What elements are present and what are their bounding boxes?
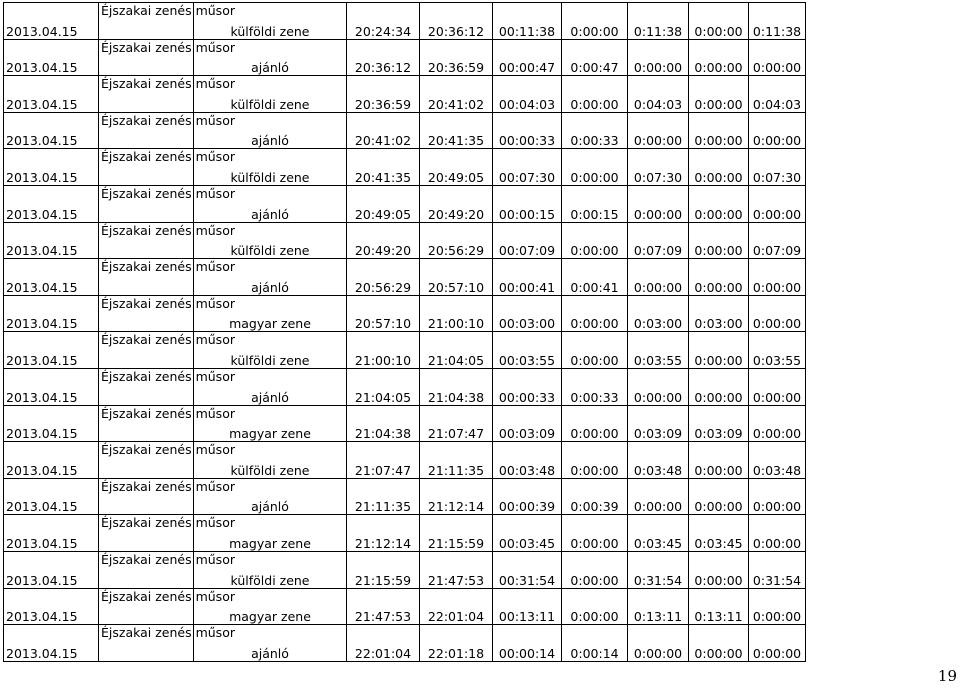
time-col2-cell: 0:03:48	[628, 442, 689, 479]
program-cell: Éjszakai zenés műsor	[99, 3, 194, 40]
program-cell: Éjszakai zenés műsor	[99, 625, 194, 662]
date-cell: 2013.04.15	[4, 625, 99, 662]
end-time-cell: 22:01:04	[420, 588, 493, 625]
program-cell: Éjszakai zenés műsor	[99, 442, 194, 479]
start-time-cell: 20:36:12	[347, 39, 420, 76]
category-cell: ajánló	[194, 625, 347, 662]
date-cell: 2013.04.15	[4, 185, 99, 222]
duration-cell: 00:11:38	[493, 3, 562, 40]
category-cell: ajánló	[194, 259, 347, 296]
table-row	[4, 442, 806, 479]
time-col4-cell: 0:00:00	[749, 515, 806, 552]
time-col4-cell: 0:11:38	[749, 3, 806, 40]
time-col1-cell: 0:00:39	[562, 478, 628, 515]
start-time-cell: 20:36:59	[347, 76, 420, 113]
duration-cell: 00:03:09	[493, 405, 562, 442]
time-col2-cell: 0:00:00	[628, 112, 689, 149]
broadcast-log-table	[3, 2, 806, 662]
start-time-cell: 21:15:59	[347, 551, 420, 588]
end-time-cell: 21:00:10	[420, 295, 493, 332]
date-cell: 2013.04.15	[4, 405, 99, 442]
program-cell: Éjszakai zenés műsor	[99, 405, 194, 442]
program-cell: Éjszakai zenés műsor	[99, 76, 194, 113]
start-time-cell: 22:01:04	[347, 625, 420, 662]
end-time-cell: 21:12:14	[420, 478, 493, 515]
duration-cell: 00:04:03	[493, 76, 562, 113]
end-time-cell: 21:07:47	[420, 405, 493, 442]
time-col1-cell: 0:00:14	[562, 625, 628, 662]
table-row	[4, 405, 806, 442]
program-cell: Éjszakai zenés műsor	[99, 515, 194, 552]
time-col3-cell: 0:00:00	[689, 222, 749, 259]
time-col1-cell: 0:00:00	[562, 405, 628, 442]
time-col2-cell: 0:04:03	[628, 76, 689, 113]
date-cell: 2013.04.15	[4, 76, 99, 113]
start-time-cell: 21:04:38	[347, 405, 420, 442]
duration-cell: 00:31:54	[493, 551, 562, 588]
time-col4-cell: 0:00:00	[749, 259, 806, 296]
table-row	[4, 625, 806, 662]
date-cell: 2013.04.15	[4, 3, 99, 40]
time-col4-cell: 0:03:48	[749, 442, 806, 479]
start-time-cell: 20:57:10	[347, 295, 420, 332]
time-col4-cell: 0:07:09	[749, 222, 806, 259]
time-col1-cell: 0:00:00	[562, 295, 628, 332]
time-col4-cell: 0:00:00	[749, 625, 806, 662]
duration-cell: 00:03:55	[493, 332, 562, 369]
program-cell: Éjszakai zenés műsor	[99, 259, 194, 296]
time-col2-cell: 0:00:00	[628, 259, 689, 296]
date-cell: 2013.04.15	[4, 332, 99, 369]
start-time-cell: 21:47:53	[347, 588, 420, 625]
end-time-cell: 20:36:12	[420, 3, 493, 40]
time-col2-cell: 0:00:00	[628, 185, 689, 222]
date-cell: 2013.04.15	[4, 515, 99, 552]
table-row	[4, 295, 806, 332]
category-cell: ajánló	[194, 39, 347, 76]
time-col1-cell: 0:00:33	[562, 112, 628, 149]
time-col3-cell: 0:00:00	[689, 368, 749, 405]
program-cell: Éjszakai zenés műsor	[99, 185, 194, 222]
time-col1-cell: 0:00:41	[562, 259, 628, 296]
start-time-cell: 20:56:29	[347, 259, 420, 296]
time-col3-cell: 0:00:00	[689, 185, 749, 222]
table-row	[4, 332, 806, 369]
time-col4-cell: 0:04:03	[749, 76, 806, 113]
time-col1-cell: 0:00:00	[562, 149, 628, 186]
date-cell: 2013.04.15	[4, 112, 99, 149]
end-time-cell: 20:41:02	[420, 76, 493, 113]
time-col4-cell: 0:00:00	[749, 39, 806, 76]
category-cell: ajánló	[194, 185, 347, 222]
time-col1-cell: 0:00:00	[562, 515, 628, 552]
time-col2-cell: 0:00:00	[628, 478, 689, 515]
date-cell: 2013.04.15	[4, 295, 99, 332]
table-row	[4, 112, 806, 149]
category-cell: külföldi zene	[194, 3, 347, 40]
end-time-cell: 20:49:05	[420, 149, 493, 186]
time-col4-cell: 0:00:00	[749, 588, 806, 625]
category-cell: ajánló	[194, 478, 347, 515]
program-cell: Éjszakai zenés műsor	[99, 332, 194, 369]
duration-cell: 00:03:00	[493, 295, 562, 332]
date-cell: 2013.04.15	[4, 551, 99, 588]
time-col1-cell: 0:00:00	[562, 222, 628, 259]
time-col3-cell: 0:00:00	[689, 39, 749, 76]
table-row	[4, 76, 806, 113]
time-col4-cell: 0:00:00	[749, 405, 806, 442]
date-cell: 2013.04.15	[4, 588, 99, 625]
time-col1-cell: 0:00:00	[562, 442, 628, 479]
duration-cell: 00:00:14	[493, 625, 562, 662]
date-cell: 2013.04.15	[4, 442, 99, 479]
table-row	[4, 259, 806, 296]
end-time-cell: 21:11:35	[420, 442, 493, 479]
time-col1-cell: 0:00:00	[562, 76, 628, 113]
program-cell: Éjszakai zenés műsor	[99, 368, 194, 405]
date-cell: 2013.04.15	[4, 39, 99, 76]
category-cell: külföldi zene	[194, 149, 347, 186]
time-col1-cell: 0:00:00	[562, 332, 628, 369]
end-time-cell: 21:15:59	[420, 515, 493, 552]
duration-cell: 00:00:15	[493, 185, 562, 222]
time-col2-cell: 0:07:09	[628, 222, 689, 259]
time-col2-cell: 0:13:11	[628, 588, 689, 625]
table-row	[4, 222, 806, 259]
time-col2-cell: 0:03:45	[628, 515, 689, 552]
time-col1-cell: 0:00:33	[562, 368, 628, 405]
category-cell: ajánló	[194, 112, 347, 149]
category-cell: külföldi zene	[194, 442, 347, 479]
category-cell: külföldi zene	[194, 551, 347, 588]
program-cell: Éjszakai zenés műsor	[99, 588, 194, 625]
time-col1-cell: 0:00:00	[562, 551, 628, 588]
category-cell: magyar zene	[194, 588, 347, 625]
time-col3-cell: 0:00:00	[689, 3, 749, 40]
start-time-cell: 21:07:47	[347, 442, 420, 479]
time-col2-cell: 0:31:54	[628, 551, 689, 588]
time-col4-cell: 0:03:55	[749, 332, 806, 369]
time-col2-cell: 0:00:00	[628, 625, 689, 662]
time-col4-cell: 0:00:00	[749, 478, 806, 515]
table-row	[4, 588, 806, 625]
start-time-cell: 20:49:05	[347, 185, 420, 222]
table-row	[4, 39, 806, 76]
category-cell: magyar zene	[194, 515, 347, 552]
time-col2-cell: 0:00:00	[628, 39, 689, 76]
time-col2-cell: 0:03:55	[628, 332, 689, 369]
table-row	[4, 368, 806, 405]
program-cell: Éjszakai zenés műsor	[99, 551, 194, 588]
date-cell: 2013.04.15	[4, 478, 99, 515]
date-cell: 2013.04.15	[4, 368, 99, 405]
end-time-cell: 20:56:29	[420, 222, 493, 259]
time-col2-cell: 0:03:09	[628, 405, 689, 442]
end-time-cell: 20:36:59	[420, 39, 493, 76]
table-row	[4, 149, 806, 186]
table-row	[4, 185, 806, 222]
program-cell: Éjszakai zenés műsor	[99, 222, 194, 259]
category-cell: külföldi zene	[194, 222, 347, 259]
page-number: 19	[937, 667, 957, 685]
time-col3-cell: 0:00:00	[689, 551, 749, 588]
time-col1-cell: 0:00:00	[562, 588, 628, 625]
start-time-cell: 20:41:02	[347, 112, 420, 149]
time-col4-cell: 0:07:30	[749, 149, 806, 186]
end-time-cell: 21:04:38	[420, 368, 493, 405]
table-body	[4, 3, 806, 662]
time-col3-cell: 0:00:00	[689, 112, 749, 149]
start-time-cell: 21:11:35	[347, 478, 420, 515]
category-cell: ajánló	[194, 368, 347, 405]
date-cell: 2013.04.15	[4, 149, 99, 186]
time-col3-cell: 0:03:00	[689, 295, 749, 332]
time-col2-cell: 0:11:38	[628, 3, 689, 40]
category-cell: külföldi zene	[194, 332, 347, 369]
time-col4-cell: 0:00:00	[749, 368, 806, 405]
start-time-cell: 20:41:35	[347, 149, 420, 186]
duration-cell: 00:00:33	[493, 112, 562, 149]
start-time-cell: 20:49:20	[347, 222, 420, 259]
start-time-cell: 21:00:10	[347, 332, 420, 369]
duration-cell: 00:00:41	[493, 259, 562, 296]
time-col1-cell: 0:00:47	[562, 39, 628, 76]
table-row	[4, 478, 806, 515]
time-col4-cell: 0:00:00	[749, 295, 806, 332]
time-col2-cell: 0:00:00	[628, 368, 689, 405]
time-col3-cell: 0:03:45	[689, 515, 749, 552]
time-col3-cell: 0:00:00	[689, 625, 749, 662]
time-col2-cell: 0:03:00	[628, 295, 689, 332]
duration-cell: 00:00:47	[493, 39, 562, 76]
duration-cell: 00:03:48	[493, 442, 562, 479]
duration-cell: 00:07:09	[493, 222, 562, 259]
program-cell: Éjszakai zenés műsor	[99, 295, 194, 332]
time-col4-cell: 0:00:00	[749, 112, 806, 149]
start-time-cell: 21:04:05	[347, 368, 420, 405]
start-time-cell: 20:24:34	[347, 3, 420, 40]
date-cell: 2013.04.15	[4, 222, 99, 259]
duration-cell: 00:00:33	[493, 368, 562, 405]
end-time-cell: 20:57:10	[420, 259, 493, 296]
time-col2-cell: 0:07:30	[628, 149, 689, 186]
end-time-cell: 22:01:18	[420, 625, 493, 662]
duration-cell: 00:00:39	[493, 478, 562, 515]
category-cell: külföldi zene	[194, 76, 347, 113]
time-col3-cell: 0:13:11	[689, 588, 749, 625]
category-cell: magyar zene	[194, 405, 347, 442]
table-row	[4, 515, 806, 552]
duration-cell: 00:13:11	[493, 588, 562, 625]
time-col3-cell: 0:00:00	[689, 478, 749, 515]
program-cell: Éjszakai zenés műsor	[99, 149, 194, 186]
end-time-cell: 20:49:20	[420, 185, 493, 222]
program-cell: Éjszakai zenés műsor	[99, 112, 194, 149]
time-col3-cell: 0:00:00	[689, 259, 749, 296]
program-cell: Éjszakai zenés műsor	[99, 39, 194, 76]
duration-cell: 00:03:45	[493, 515, 562, 552]
date-cell: 2013.04.15	[4, 259, 99, 296]
time-col1-cell: 0:00:15	[562, 185, 628, 222]
program-cell: Éjszakai zenés műsor	[99, 478, 194, 515]
time-col3-cell: 0:00:00	[689, 442, 749, 479]
time-col4-cell: 0:31:54	[749, 551, 806, 588]
end-time-cell: 21:47:53	[420, 551, 493, 588]
start-time-cell: 21:12:14	[347, 515, 420, 552]
time-col3-cell: 0:00:00	[689, 332, 749, 369]
end-time-cell: 21:04:05	[420, 332, 493, 369]
category-cell: magyar zene	[194, 295, 347, 332]
table-row	[4, 551, 806, 588]
time-col3-cell: 0:00:00	[689, 76, 749, 113]
end-time-cell: 20:41:35	[420, 112, 493, 149]
time-col1-cell: 0:00:00	[562, 3, 628, 40]
time-col4-cell: 0:00:00	[749, 185, 806, 222]
time-col3-cell: 0:00:00	[689, 149, 749, 186]
duration-cell: 00:07:30	[493, 149, 562, 186]
time-col3-cell: 0:03:09	[689, 405, 749, 442]
table-row	[4, 3, 806, 40]
